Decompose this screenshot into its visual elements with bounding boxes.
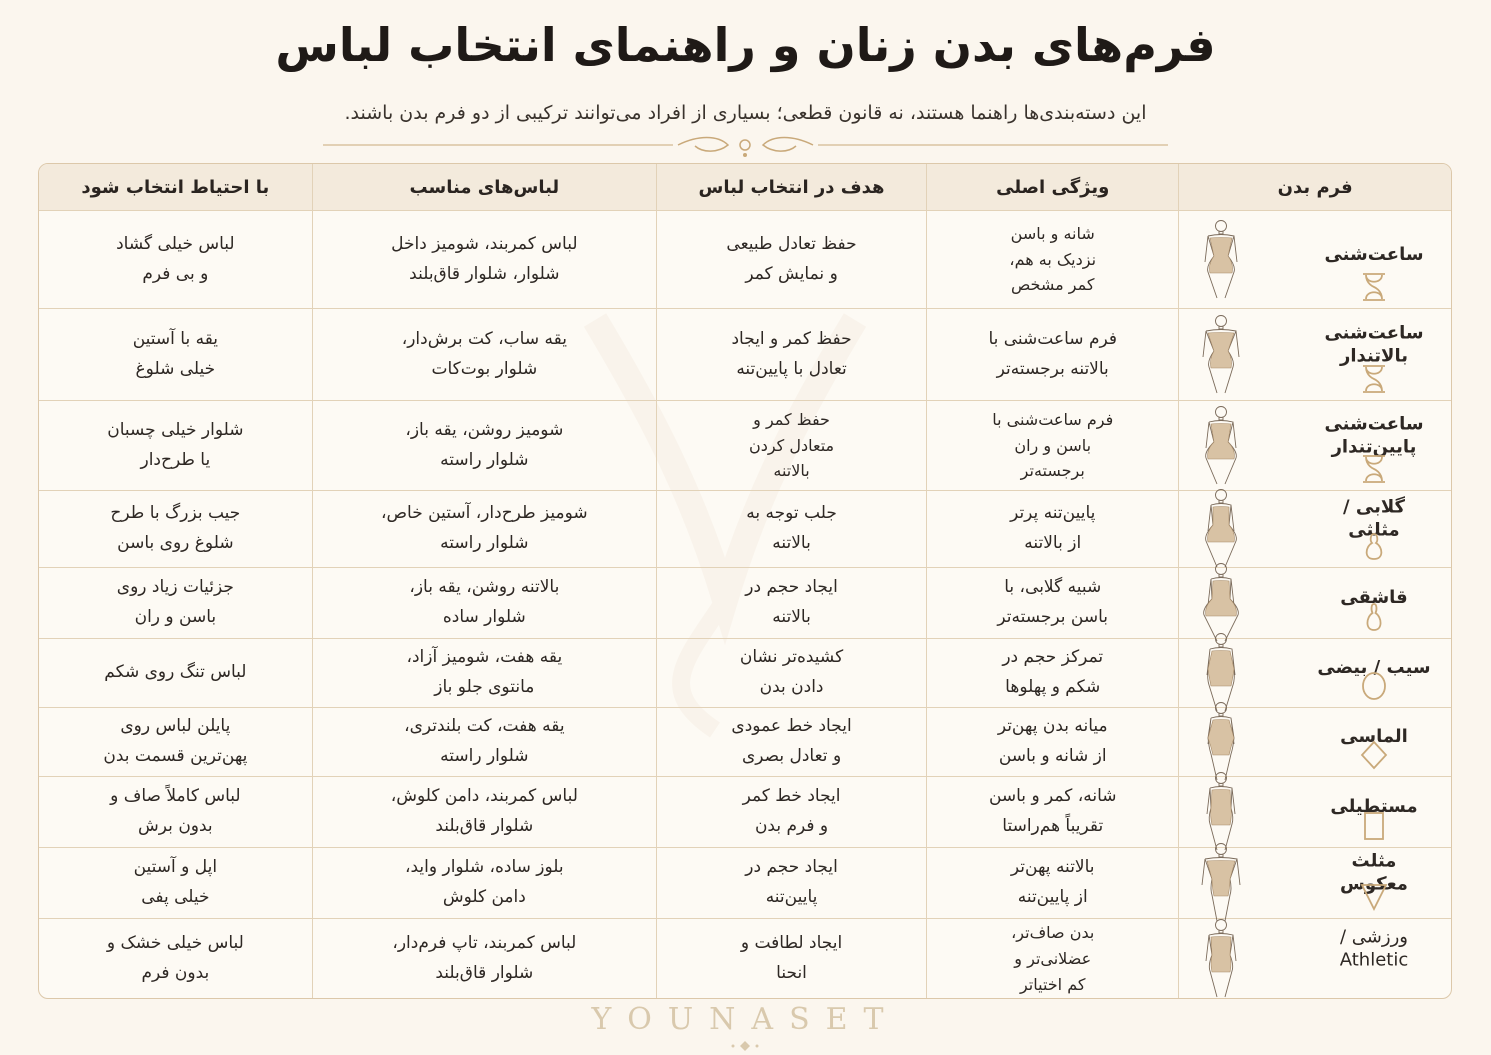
goal-cell-text: ایجاد حجم در پایین‌تنه [745, 857, 838, 907]
table-header-row [39, 164, 1451, 211]
feature-cell [927, 848, 1179, 919]
feature-cell-text: پایین‌تنه پرتر از بالاتنه [1010, 503, 1096, 553]
table-row [39, 211, 1451, 309]
body-shape-name: قاشقی [1340, 587, 1408, 609]
body-shape-cell [1179, 401, 1451, 491]
suitable-clothes-cell-text: شومیز روشن، یقه باز، شلوار راسته [405, 419, 564, 470]
body-shape-cell [1179, 309, 1451, 401]
column-header: با احتیاط انتخاب شود [39, 164, 312, 211]
table-row [39, 568, 1451, 639]
column-header: فرم بدن [1179, 164, 1451, 211]
caution-cell [39, 309, 312, 401]
suitable-clothes-cell [312, 777, 656, 848]
body-figure-icon [1201, 841, 1241, 925]
suitable-clothes-cell [312, 848, 656, 919]
suitable-clothes-cell-text: یقه هفت، شومیز آزاد، مانتوی جلو باز [406, 647, 563, 697]
caution-cell [39, 848, 312, 919]
caution-cell [39, 919, 312, 999]
feature-cell-text: میانه بدن پهن‌تر از شانه و باسن [997, 716, 1108, 766]
hourglass-icon [1359, 272, 1389, 302]
body-figure-icon [1201, 487, 1241, 571]
suitable-clothes-cell-text: لباس کمربند، شومیز داخل شلوار، شلوار قاق‌بلند [391, 233, 578, 284]
page-title: فرم‌های بدن زنان و راهنمای انتخاب لباس [275, 18, 1216, 72]
goal-cell [656, 568, 926, 639]
goal-cell [656, 777, 926, 848]
table-row [39, 309, 1451, 401]
hourglass-icon [1359, 364, 1389, 394]
body-shape-name: ساعت‌شنی [1324, 243, 1424, 265]
oval-icon [1359, 671, 1389, 701]
caution-cell-text: لباس تنگ روی شکم [104, 662, 247, 683]
body-shape-cell [1179, 211, 1451, 309]
caution-cell-text: جیب بزرگ با طرح شلوغ روی باسن [110, 503, 241, 553]
feature-cell-text: شبیه گلابی، با باسن برجسته‌تر [997, 577, 1109, 627]
suitable-clothes-cell [312, 211, 656, 309]
table-row [39, 777, 1451, 848]
feature-cell [927, 309, 1179, 401]
table-row [39, 491, 1451, 568]
caution-cell-text: لباس خیلی گشاد و بی فرم [116, 233, 235, 284]
suitable-clothes-cell [312, 309, 656, 401]
table-row [39, 848, 1451, 919]
brand-logo-text: YOUNASET [591, 1002, 900, 1037]
suitable-clothes-cell-text: یقه ساب، کت برش‌دار، شلوار بوت‌کات [401, 328, 567, 379]
table-row [39, 401, 1451, 491]
ornamental-divider [323, 133, 1168, 161]
feature-cell [927, 211, 1179, 309]
body-shape-cell [1179, 639, 1451, 708]
body-shape-cell [1179, 708, 1451, 777]
goal-cell [656, 639, 926, 708]
feature-cell-text: بالاتنه پهن‌تر از پایین‌تنه [1010, 857, 1095, 907]
goal-cell [656, 491, 926, 568]
suitable-clothes-cell-text: بالاتنه روشن، یقه باز، شلوار ساده [409, 577, 560, 627]
goal-cell-text: کشیده‌تر نشان دادن بدن [739, 647, 844, 697]
inverted-triangle-icon [1359, 882, 1389, 912]
body-figure-icon [1201, 917, 1241, 999]
body-shape-cell [1179, 848, 1451, 919]
body-shape-name: ورزشی / Athletic [1339, 926, 1409, 971]
suitable-clothes-cell-text: بلوز ساده، شلوار واید، دامن کلوش [405, 857, 564, 907]
feature-cell-text: شانه و باسن نزدیک به هم، کمر مشخص [1009, 224, 1097, 295]
brand-ornament [725, 1040, 765, 1052]
body-shape-cell [1179, 568, 1451, 639]
suitable-clothes-cell-text: یقه هفت، کت بلندتری، شلوار راسته [404, 716, 565, 766]
column-header: ویژگی اصلی [927, 164, 1179, 211]
feature-cell [927, 491, 1179, 568]
suitable-clothes-cell-text: لباس کمربند، تاپ فرم‌دار، شلوار قاق‌بلند [392, 933, 577, 983]
feature-cell-text: فرم ساعت‌شنی با بالاتنه برجسته‌تر [988, 328, 1117, 379]
caution-cell [39, 568, 312, 639]
body-shape-name: مثلث معکوس [1340, 850, 1408, 895]
suitable-clothes-cell [312, 708, 656, 777]
feature-cell [927, 401, 1179, 491]
column-header: هدف در انتخاب لباس [656, 164, 926, 211]
caution-cell [39, 401, 312, 491]
caution-cell-text: شلوار خیلی چسبان یا طرح‌دار [107, 419, 244, 470]
body-shape-name: ساعت‌شنی پایین‌تندار [1324, 412, 1424, 458]
body-shape-name: ساعت‌شنی بالاتندار [1324, 321, 1424, 367]
body-figure-icon [1201, 313, 1241, 397]
body-shape-name: سیب / بیضی [1317, 657, 1431, 679]
page-subtitle: این دسته‌بندی‌ها راهنما هستند، نه قانون قطعی؛ بسیاری از افراد می‌توانند ترکیبی از دو فرم بدن باشند. [344, 102, 1147, 124]
body-shape-name: الماسی [1340, 726, 1408, 748]
feature-cell [927, 708, 1179, 777]
caution-cell [39, 777, 312, 848]
body-shape-name: مستطیلی [1330, 796, 1418, 818]
feature-cell [927, 639, 1179, 708]
goal-cell-text: ایجاد خط عمودی و تعادل بصری [731, 716, 852, 766]
table-row [39, 919, 1451, 999]
spoon-icon [1359, 602, 1389, 632]
caution-cell-text: لباس خیلی خشک و بدون فرم [106, 933, 244, 983]
goal-cell-text: ایجاد خط کمر و فرم بدن [742, 786, 841, 836]
body-shape-name: گلابی / مثلثی [1343, 496, 1405, 541]
hourglass-icon [1359, 454, 1389, 484]
goal-cell-text: ایجاد لطافت و انحنا [740, 933, 843, 983]
caution-cell [39, 211, 312, 309]
feature-cell-text: شانه، کمر و باسن تقریباً هم‌راستا [988, 786, 1117, 836]
caution-cell-text: پایلن لباس روی پهن‌ترین قسمت بدن [103, 716, 248, 766]
feature-cell-text: تمرکز حجم در شکم و پهلوها [1002, 647, 1104, 697]
body-shape-table [38, 163, 1452, 999]
table-row [39, 639, 1451, 708]
body-shape-cell [1179, 919, 1451, 999]
body-shape-cell [1179, 491, 1451, 568]
feature-cell-text: بدن صاف‌تر، عضلانی‌تر و کم اختیاتر [1011, 923, 1095, 994]
caution-cell-text: اپل و آستین خیلی پفی [133, 857, 218, 907]
table-row [39, 708, 1451, 777]
caution-cell-text: لباس کاملاً صاف و بدون برش [110, 786, 241, 836]
feature-cell-text: فرم ساعت‌شنی با باسن و ران برجسته‌تر [992, 410, 1114, 481]
feature-cell [927, 568, 1179, 639]
goal-cell [656, 401, 926, 491]
goal-cell-text: جلب توجه به بالاتنه [746, 503, 837, 553]
goal-cell-text: حفظ تعادل طبیعی و نمایش کمر [726, 233, 857, 284]
caution-cell [39, 708, 312, 777]
pear-icon [1359, 531, 1389, 561]
suitable-clothes-cell [312, 491, 656, 568]
caution-cell-text: جزئیات زیاد روی باسن و ران [116, 577, 234, 627]
goal-cell [656, 708, 926, 777]
goal-cell [656, 309, 926, 401]
goal-cell-text: حفظ کمر و ایجاد تعادل با پایین‌تنه [731, 328, 852, 379]
feature-cell [927, 919, 1179, 999]
goal-cell [656, 211, 926, 309]
body-figure-icon [1201, 404, 1241, 488]
suitable-clothes-cell-text: شومیز طرح‌دار، آستین خاص، شلوار راسته [381, 503, 588, 553]
suitable-clothes-cell [312, 639, 656, 708]
goal-cell-text: حفظ کمر و متعادل کردن بالاتنه [748, 410, 835, 481]
suitable-clothes-cell [312, 919, 656, 999]
body-shape-cell [1179, 777, 1451, 848]
goal-cell [656, 919, 926, 999]
body-figure-icon [1201, 218, 1241, 302]
suitable-clothes-cell [312, 401, 656, 491]
feature-cell [927, 777, 1179, 848]
suitable-clothes-cell-text: لباس کمربند، دامن کلوش، شلوار قاق‌بلند [390, 786, 578, 836]
caution-cell [39, 639, 312, 708]
goal-cell [656, 848, 926, 919]
column-header: لباس‌های مناسب [312, 164, 656, 211]
suitable-clothes-cell [312, 568, 656, 639]
caution-cell-text: یقه با آستین خیلی شلوغ [132, 328, 219, 379]
diamond-icon [1359, 740, 1389, 770]
caution-cell [39, 491, 312, 568]
rectangle-icon [1359, 811, 1389, 841]
goal-cell-text: ایجاد حجم در بالاتنه [745, 577, 838, 627]
